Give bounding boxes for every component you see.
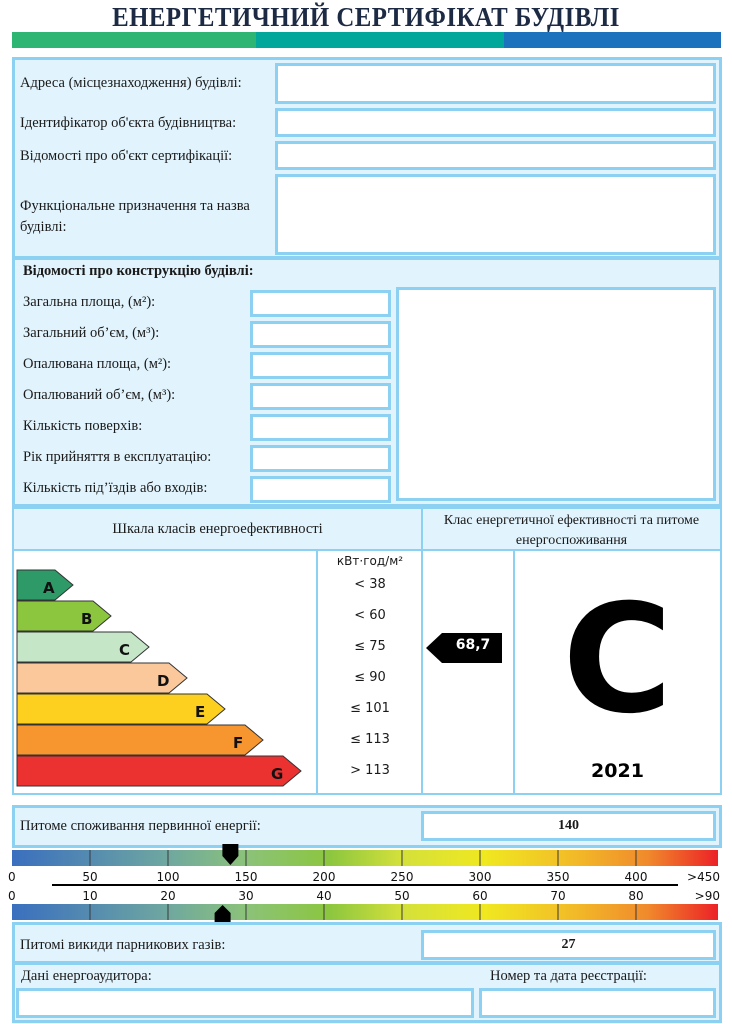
emissions-tick-label: 20 [160, 889, 176, 903]
construction-field-input[interactable] [250, 352, 391, 379]
emissions-tick-label: 40 [316, 889, 332, 903]
scale-header-left-text: Шкала класів енергоефективності [112, 521, 323, 537]
identifier-label: Ідентифікатор об'єкта будівництва: [20, 115, 237, 131]
primary-energy-value[interactable]: 140 [421, 811, 716, 841]
class-letter-c: C [119, 641, 131, 659]
primary-energy-tick-label: 350 [546, 870, 570, 884]
primary-energy-tick-label: 0 [8, 870, 16, 884]
emissions-tick-label: 50 [394, 889, 410, 903]
construction-field-label: Загальна площа, (м²): [23, 294, 156, 310]
primary-energy-tick-label: 150 [234, 870, 258, 884]
certificate-year: 2021 [591, 760, 644, 782]
primary-energy-label: Питоме споживання первинної енергії: [20, 818, 261, 834]
class-letter-a: A [43, 579, 55, 597]
auditor-label: Дані енергоаудитора: [21, 968, 152, 984]
header-stripe-green [12, 32, 256, 48]
registration-field[interactable] [479, 988, 716, 1018]
construction-field-label: Опалюваний об’єм, (м³): [23, 387, 176, 403]
building-photo-area[interactable] [396, 287, 716, 501]
construction-field-label: Рік прийняття в експлуатацію: [23, 449, 212, 465]
class-threshold-g: > 113 [350, 763, 390, 778]
emissions-tick-label: 0 [8, 889, 16, 903]
construction-field-input[interactable] [250, 290, 391, 317]
emissions-tick-label: 70 [550, 889, 566, 903]
certificate-title: ЕНЕРГЕТИЧНИЙ СЕРТИФІКАТ БУДІВЛІ [112, 2, 620, 32]
scale-header-right [421, 507, 722, 551]
class-threshold-c: ≤ 75 [354, 639, 386, 654]
purpose-field[interactable] [275, 174, 716, 255]
header-stripe-blue [504, 32, 721, 48]
class-threshold-e: ≤ 101 [350, 701, 390, 716]
header-stripe-teal [256, 32, 504, 48]
energy-scale-bars [0, 840, 732, 930]
construction-field-label: Загальний об’єм, (м³): [23, 325, 160, 341]
auditor-field[interactable] [16, 988, 474, 1018]
scale-header-left [12, 507, 423, 551]
class-arrow-f [17, 725, 263, 755]
emissions-tick-label: 30 [238, 889, 254, 903]
class-threshold-d: ≤ 90 [354, 670, 386, 685]
emissions-gradient-bar [12, 904, 718, 920]
primary-energy-tick-label: 300 [468, 870, 492, 884]
construction-field-label: Кількість під’їздів або входів: [23, 480, 208, 496]
current-value-cell [421, 549, 515, 795]
emissions-tick-label: 10 [82, 889, 98, 903]
identifier-field[interactable] [275, 108, 716, 137]
class-letter-e: E [195, 703, 206, 721]
class-threshold-b: < 60 [354, 608, 386, 623]
primary-energy-tick-label: >450 [687, 870, 720, 884]
address-label: Адреса (місцезнаходження) будівлі: [20, 75, 242, 91]
emissions-tick-label: 60 [472, 889, 488, 903]
scale-header-right-text: Клас енергетичної ефективності та питоме енергоспоживання [443, 513, 700, 548]
class-threshold-a: < 38 [354, 577, 386, 592]
construction-field-input[interactable] [250, 414, 391, 441]
primary-energy-tick-label: 200 [312, 870, 336, 884]
emissions-label: Питомі викиди парникових газів: [20, 937, 226, 953]
primary-energy-tick-label: 250 [390, 870, 414, 884]
class-arrow-b [17, 601, 111, 631]
primary-energy-tick-label: 100 [156, 870, 180, 884]
primary-energy-tick-label: 400 [624, 870, 648, 884]
primary-energy-tick-label: 50 [82, 870, 98, 884]
class-letter-b: B [81, 610, 93, 628]
registration-label: Номер та дата реєстрації: [490, 968, 647, 984]
construction-heading: Відомості про конструкцію будівлі: [23, 263, 254, 279]
construction-field-input[interactable] [250, 321, 391, 348]
construction-field-input[interactable] [250, 476, 391, 503]
construction-field-input[interactable] [250, 445, 391, 472]
purpose-label: Функціональне призначення та назва будівлі: [20, 198, 250, 235]
current-value-text: 68,7 [455, 637, 491, 653]
class-letter-d: D [157, 672, 170, 690]
emissions-value[interactable]: 27 [421, 930, 716, 960]
object-info-label: Відомості про об'єкт сертифікації: [20, 148, 233, 164]
class-letter-f: F [233, 734, 244, 752]
current-class-letter: C [562, 573, 673, 747]
object-info-field[interactable] [275, 141, 716, 170]
scale-unit: кВт·год/м² [336, 554, 404, 568]
class-letter-g: G [271, 765, 284, 783]
construction-field-input[interactable] [250, 383, 391, 410]
class-threshold-f: ≤ 113 [350, 732, 390, 747]
address-field[interactable] [275, 63, 716, 104]
construction-field-label: Опалювана площа, (м²): [23, 356, 172, 372]
class-arrow-g [17, 756, 301, 786]
primary-energy-gradient-bar [12, 850, 718, 866]
emissions-tick-label: >90 [694, 889, 720, 903]
construction-field-label: Кількість поверхів: [23, 418, 143, 434]
class-arrow-e [17, 694, 225, 724]
emissions-tick-label: 80 [628, 889, 644, 903]
